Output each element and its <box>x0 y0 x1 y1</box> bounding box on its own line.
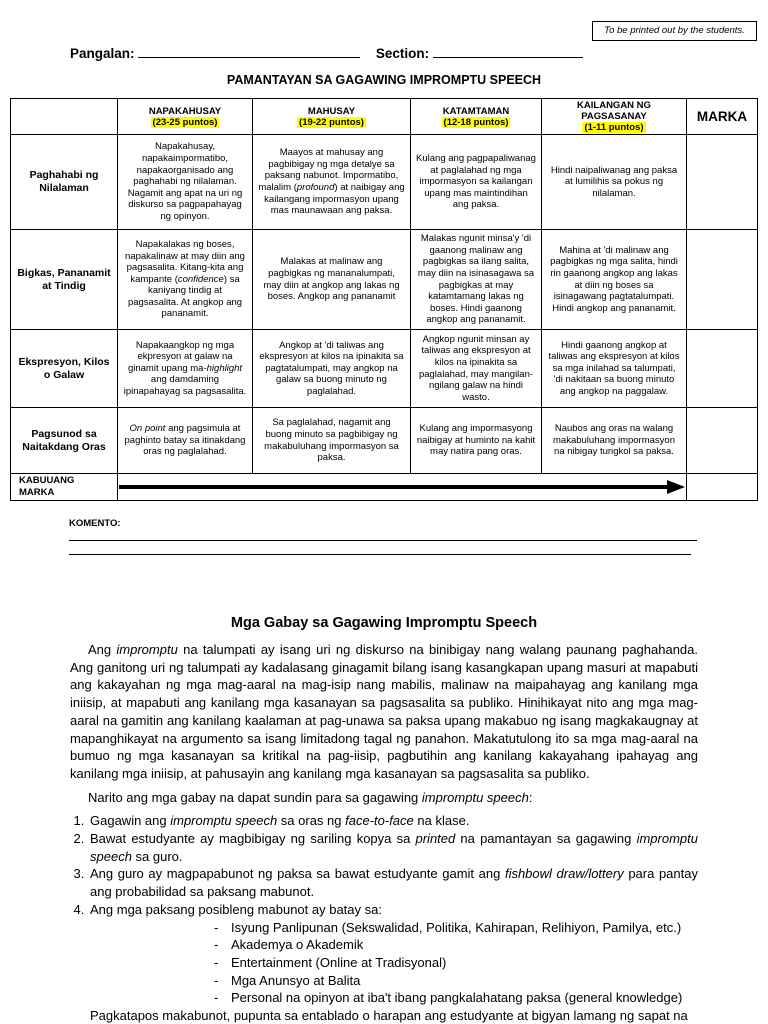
section-blank <box>433 46 583 58</box>
guide-body <box>70 641 698 1024</box>
sublist-item: - Entertainment (Online at Tradisyonal) <box>212 954 698 972</box>
level-points: (1-11 puntos) <box>584 122 644 133</box>
level-points: (19-22 puntos) <box>299 116 364 128</box>
rubric-cell: Napakaangkop ng mga ekpresyon at galaw na ginamit upang ma-highlight ang damdaming ipinapahayag sa pagsasalita. <box>118 330 253 408</box>
topic-sublist <box>212 919 698 1008</box>
rubric-corner <box>11 99 118 135</box>
criterion-label: Pagsunod sa Naitakdang Oras <box>11 408 118 474</box>
level-header <box>253 99 411 135</box>
marka-cell[interactable] <box>687 330 758 408</box>
level-points: (12-18 puntos) <box>443 116 509 128</box>
level-name: NAPAKAHUSAY <box>148 105 222 117</box>
rubric-cell: Hindi gaanong angkop at taliwas ang ekspresyon at kilos sa mga inilahad sa talumpati, 'di nakitaan sa buong minuto ang angkop na paggalaw. <box>542 330 687 408</box>
total-marka-cell[interactable] <box>687 474 758 501</box>
level-header <box>411 99 542 135</box>
sublist-item: - Personal na opinyon at iba't ibang pangkalahatang paksa (general knowledge) <box>212 989 698 1007</box>
rubric-row <box>11 135 758 230</box>
level-header <box>118 99 253 135</box>
guide-title: Mga Gabay sa Gagawing Impromptu Speech <box>230 615 538 631</box>
marka-cell[interactable] <box>687 408 758 474</box>
list-item <box>88 901 698 1007</box>
rubric-cell: Napakahusay, napakaimpormatibo, napakaorganisado ang paghahabi ng nilalaman. Nagamit ang apat na uri ng diskurso sa pagpapahayag ng opinyon. <box>118 135 253 230</box>
right-arrow-icon <box>119 480 685 494</box>
marka-cell[interactable] <box>687 230 758 330</box>
list-item: 1. Gagawin ang impromptu speech sa oras ng face-to-face na klase. <box>88 812 698 830</box>
rubric-cell: Angkop ngunit minsan ay taliwas ang ekspresyon at kilos na ipinakita sa paglalahad, may mangilan-ngilang galaw na hindi wasto. <box>411 330 542 408</box>
list-item: 5. Pagkatapos makabunot, pupunta sa entablado o harapan ang estudyante at bigyan lamang ng sapat na <box>88 1007 698 1024</box>
level-name: KATAMTAMAN <box>442 105 510 117</box>
komento-line[interactable] <box>69 554 691 555</box>
total-arrow-cell <box>118 474 687 501</box>
level-points: (23-25 puntos) <box>152 116 218 128</box>
rubric-cell: Angkop at 'di taliwas ang ekspresyon at kilos na ipinakita sa pagtatalumpati, may angkop na galaw sa buong minuto ng paglalahad. <box>253 330 411 408</box>
rubric-cell: Mahina at 'di malinaw ang pagbigkas ng mga salita, hindi rin gaanong angkop ang lakas at diin ng boses sa isinagawang pagtatalumpati. Hindi angkop ang pananamit. <box>542 230 687 330</box>
marka-header: MARKA <box>687 99 758 135</box>
rubric-table <box>10 98 758 501</box>
rubric-row <box>11 230 758 330</box>
rubric-cell: Kulang ang impormasyong naibigay at huminto na kahit may natira pang oras. <box>411 408 542 474</box>
rubric-cell: Sa paglalahad, nagamit ang buong minuto sa pagbibigay ng makabuluhang impormasyon sa paksa. <box>253 408 411 474</box>
rubric-cell: Napakalakas ng boses, napakalinaw at may diin ang pagsasalita. Kitang-kita ang kampante (confidence) sa kaniyang tindig at pagsasalita. At angkop ang pananamit. <box>118 230 253 330</box>
name-blank <box>138 46 360 58</box>
sublist-item: - Akademya o Akademik <box>212 936 698 954</box>
rubric-header-row <box>11 99 758 135</box>
rubric-cell: Naubos ang oras na walang makabuluhang impormasyon na nibigay tungkol sa paksa. <box>542 408 687 474</box>
rubric-cell: Malakas at malinaw ang pagbigkas ng mananalumpati, may diin at angkop ang lakas ng boses. Angkop ang pananamit <box>253 230 411 330</box>
rubric-cell: Kulang ang pagpapaliwanag at paglalahad ng mga impormasyon sa kailangan upang mas maintindihan ang paksa. <box>411 135 542 230</box>
marka-cell[interactable] <box>687 135 758 230</box>
list-item: 2. Bawat estudyante ay magbibigay ng sariling kopya sa printed na pamantayan sa gagawing impromptu speech sa guro. <box>88 830 698 865</box>
intro-paragraph: Ang impromptu na talumpati ay isang uri ng diskurso na binibigay nang walang paunang paghahanda. Ang ganitong uri ng talumpati ay kadalasang ginagamit bilang isang kasangkapan upang masuri at mapabuti ang kakayahan ng mga mag-aaral na mag-isip nang mabilis, malinaw na maipahayag ang kanilang mga iniisip, at mapabuti ang kanilang mga kasanayan sa pagsasalita sa publiko. Hinihikayat nito ang mga mag-aaral na gamitin ang kanilang kaalaman at pag-unawa sa paksa upang makabuo ng isang magkakaugnay at mapanghikayat na argumento sa isang limitadong tagal ng panahon. Makatutulong ito sa mga mag-aaral na bumuo ng mga kasanayan sa kritikal na pag-iisip, pagbutihin ang kanilang kakayahang ipahayag ang kanilang mga iniisip, at pahusayin ang kanilang mga kasanayan sa pagsasalita sa publiko. <box>70 642 698 781</box>
print-note: To be printed out by the students. <box>592 21 757 41</box>
rubric-cell: Malakas ngunit minsa'y 'di gaanong malinaw ang pagbigkas sa ilang salita, may diin na isinasagawa sa pagbigkas at may katamtamang lakas ng boses. Hindi gaanong angkop ang pananamit. <box>411 230 542 330</box>
lead-paragraph: Narito ang mga gabay na dapat sundin para sa gagawing impromptu speech: <box>88 789 533 805</box>
criterion-label: Ekspresyon, Kilos o Galaw <box>11 330 118 408</box>
name-section-line <box>70 46 583 61</box>
list-item: 3. Ang guro ay magpapabunot ng paksa sa bawat estudyante gamit ang fishbowl draw/lottery para pantay ang probabilidad sa paksang mabunot. <box>88 865 698 900</box>
level-header <box>542 99 687 135</box>
sublist-item: - Mga Anunsyo at Balita <box>212 972 698 990</box>
name-label: Pangalan: <box>70 46 135 61</box>
section-label: Section: <box>375 46 430 61</box>
komento-line[interactable] <box>69 540 697 541</box>
rubric-row <box>11 408 758 474</box>
list-item-text: Ang mga paksang posibleng mabunot ay batay sa: <box>90 901 382 917</box>
sublist-item: - Isyung Panlipunan (Sekswalidad, Politika, Kahirapan, Relihiyon, Pamilya, etc.) <box>212 919 698 937</box>
guideline-list <box>88 812 698 1024</box>
rubric-title: PAMANTAYAN SA GAGAWING IMPROMPTU SPEECH <box>226 73 542 87</box>
rubric-row <box>11 330 758 408</box>
level-name: MAHUSAY <box>307 105 356 117</box>
total-row <box>11 474 758 501</box>
level-name: KAILANGAN NG PAGSASANAY <box>577 100 651 122</box>
rubric-cell: Maayos at mahusay ang pagbibigay ng mga detalye sa paksang nabunot. Impormatibo, malalim (profound) at naibigay ang kailangang impormasyon upang mas maunawaan ang paksa. <box>253 135 411 230</box>
komento-label: KOMENTO: <box>69 518 121 529</box>
criterion-label: Bigkas, Pananamit at Tindig <box>11 230 118 330</box>
rubric-cell: Hindi naipaliwanag ang paksa at lumilihis sa pokus ng nilalaman. <box>542 135 687 230</box>
total-label: KABUUANG MARKA <box>11 474 118 501</box>
rubric-cell: On point ang pagsimula at paghinto batay sa itinakdang oras ng paglalahad. <box>118 408 253 474</box>
criterion-label: Paghahabi ng Nilalaman <box>11 135 118 230</box>
